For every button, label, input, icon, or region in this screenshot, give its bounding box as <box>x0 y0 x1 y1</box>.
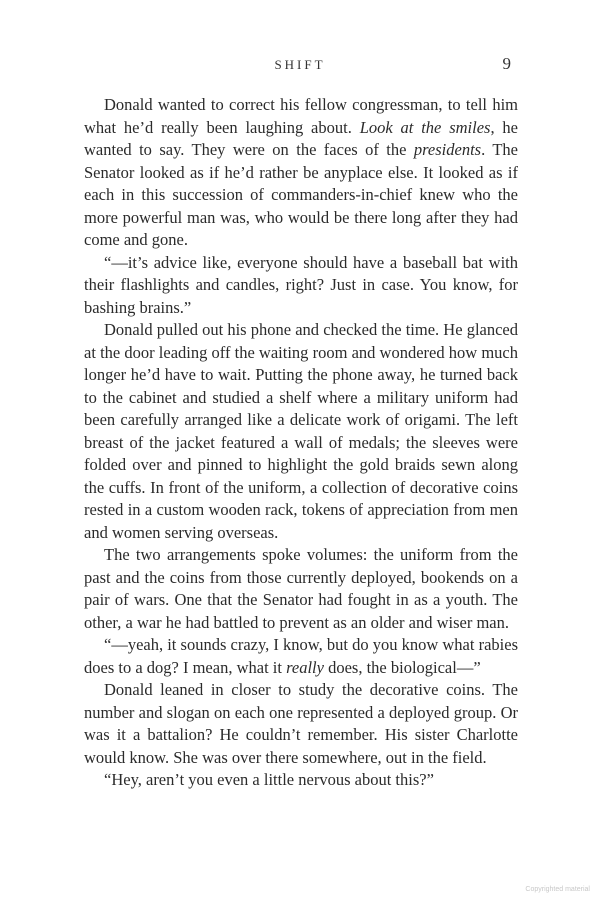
paragraph-5 <box>84 634 518 679</box>
paragraph-1 <box>84 94 518 252</box>
body-text <box>84 94 518 792</box>
paragraph-1-emphasis-a: Look at the smiles <box>359 117 491 137</box>
copyright-watermark: Copyrighted material <box>525 886 590 893</box>
paragraph-5-emphasis: really <box>286 657 324 677</box>
paragraph-7: “Hey, aren’t you even a little nervous about this?” <box>104 770 434 789</box>
paragraph-4: The two arrangements spoke volumes: the uniform from the past and the coins from those currently deployed, bookends on a pair of wars. One that the Senator had fought in as a youth. The other, a war he had battled to prevent as an older and wiser man. <box>84 545 518 632</box>
paragraph-3: Donald pulled out his phone and checked the time. He glanced at the door leading off the waiting room and wondered how much longer he’d have to wait. Putting the phone away, he turned back to the cabinet and studied a shelf where a military uniform had been carefully arranged like a delicate work of origami. The left breast of the jacket featured a wall of medals; the sleeves were folded over and pinned to highlight the gold braids sewn along the cuffs. In front of the uniform, a collection of decorative coins rested in a custom wooden rack, tokens of appreciation from men and women serving overseas. <box>84 320 518 542</box>
paragraph-2: “—it’s advice like, everyone should have a baseball bat with their flashlights and candles, right? Just in case. You know, for bashing brains.” <box>84 252 518 317</box>
running-head-title: SHIFT <box>274 57 326 72</box>
page-number: 9 <box>502 54 511 73</box>
paragraph-5-text-b: does, the biological—” <box>323 657 481 677</box>
paragraph-1-text-b: , he wanted to say. They were on the faces of the <box>84 117 519 159</box>
paragraph-1-text-c: . The Senator looked as if he’d rather be anyplace else. It looked as if each in this succession of commanders-in-chief knew who the more powerful man was, who would be there long after they had come and gone. <box>84 140 518 249</box>
paragraph-5-text-a: “—yeah, it sounds crazy, I know, but do you know what rabies does to a dog? I mean, what it <box>84 635 518 677</box>
paragraph-1-text-a: Donald wanted to correct his fellow congressman, to tell him what he’d really been laughing about. <box>84 95 518 137</box>
paragraph-1-emphasis-b: presidents <box>413 140 482 159</box>
paragraph-6: Donald leaned in closer to study the decorative coins. The number and slogan on each one represented a deployed group. Or was it a battalion? He couldn’t remember. His sister Charlotte would know. She was over there somewhere, out in the field. <box>84 680 518 767</box>
